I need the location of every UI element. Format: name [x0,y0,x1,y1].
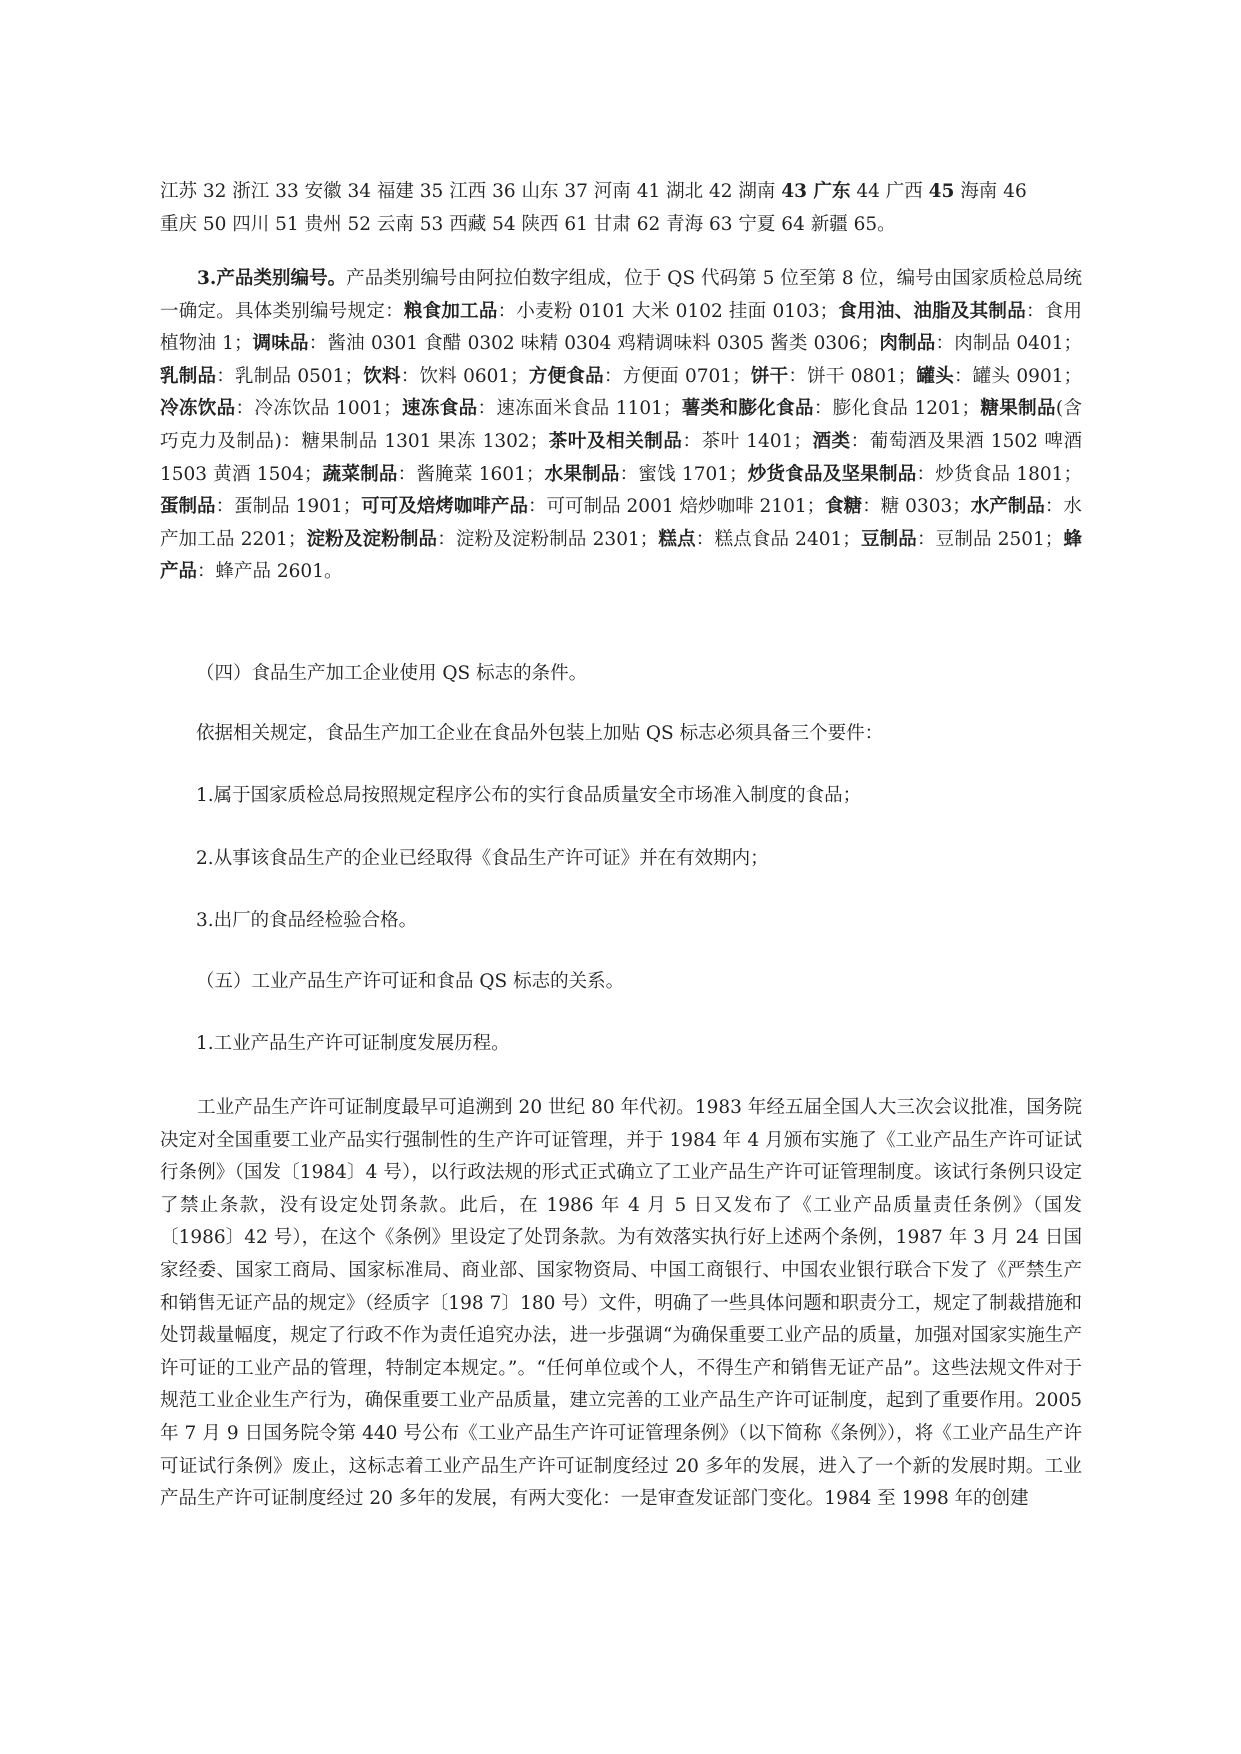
section-5-subheading-1: 1.工业产品生产许可证制度发展历程。 [196,1033,510,1054]
text-run: 粮食加工品 [403,300,498,322]
text-run: 水产制品 [970,496,1045,518]
text-run: 43 广东 [781,181,851,202]
text-run: ：肉制品 0401； [935,333,1082,355]
text-run: ：葡萄酒及果酒 1502 啤酒 1503 黄酒 1504； [160,430,1082,485]
text-run: 食糖 [825,496,863,518]
text-run: 淀粉及淀粉制品 [306,528,438,550]
text-run: ：酱油 0301 食醋 0302 味精 0304 鸡精调味料 0305 酱类 0306； [308,333,880,355]
text-run: (含巧克力及制品)：糖果制品 1301 果冻 1302； [160,398,1082,452]
text-run: ：饼干 0801； [788,365,917,387]
text-run: ：小麦粉 0101 大米 0102 挂面 0103； [497,300,839,322]
text-run: ：蜜饯 1701； [619,463,748,485]
text-run: ：糕点食品 2401； [695,528,861,550]
text-run: ：膨化食品 1201； [813,398,981,420]
section-4-intro: 依据相关规定，食品生产加工企业在食品外包装上加贴 QS 标志必须具备三个要件： [196,723,884,744]
text-run: 炒货食品及坚果制品 [747,463,917,485]
section-4-heading: （四）食品生产加工企业使用 QS 标志的条件。 [196,663,588,684]
text-run: 产品类别编号由阿拉伯数字组成，位于 QS 代码第 5 位至第 8 位，编号由国家质检总局统一确定。具体类别编号规定： [160,268,1082,322]
text-run: 水果制品 [544,463,620,485]
section-4-item-1: 1.属于国家质检总局按照规定程序公布的实行食品质量安全市场准入制度的食品； [196,785,862,806]
text-run: 茶叶及相关制品 [548,430,683,452]
provinces-line-1 [160,176,1090,209]
text-run: 方便食品 [528,365,604,387]
text-run: 速冻食品 [401,398,478,420]
text-run: 蛋制品 [160,496,216,518]
text-run: 饮料 [362,365,401,387]
text-run: 冷冻饮品 [160,398,236,420]
text-run: ：乳制品 0501； [216,365,363,387]
text-run: 罐头 [916,365,955,387]
text-run: ：蛋制品 1901； [215,496,362,518]
text-run: ：罐头 0901； [954,365,1082,387]
text-run: 江苏 32 浙江 33 安徽 34 福建 35 江西 36 山东 37 河南 41 湖北 42 湖南 [160,181,782,202]
text-run: 薯类和膨化食品 [681,398,814,420]
text-run: 蜂产品 [160,528,1082,583]
text-run: 可可及焙烤咖啡产品 [361,496,528,518]
text-run: ：冷冻饮品 1001； [235,398,402,420]
section-4-item-3: 3.出厂的食品经检验合格。 [196,910,418,931]
text-run: 饼干 [750,365,789,387]
text-run: ：水产加工品 2201； [160,496,1082,550]
text-run: ：茶叶 1401； [682,430,812,452]
text-run: 45 [928,181,955,202]
section-5-body-paragraph: 工业产品生产许可证制度最早可追溯到 20 世纪 80 年代初。1983 年经五届全国人大三次会议批准，国务院决定对全国重要工业产品实行强制性的生产许可证管理，并于 1984 年 4 月颁布实施了《工业产品生产许可证试行条例》（国发〔1984〕4 号），以行政法规的形式正式确立了工业产品生产许可证管理制度。该试行条例只设定了禁止条款，没有设定处罚条款。此后，在 1986 年 4 月 5 日又发布了《工业产品质量责任条例》（国发〔1986〕42 号），在这个《条例》里设定了处罚条款。为有效落实执行好上述两个条例，1987 年 3 月 24 日国家经委、国家工商局、国家标准局、商业部、国家物资局、中国工商银行、中国农业银行联合下发了《严禁生产和销售无证产品的规定》（经质字〔198 7〕180 号）文件，明确了一些具体问题和职责分工，规定了制裁措施和处罚裁量幅度，规定了行政不作为责任追究办法，进一步强调“为确保重要工业产品的质量，加强对国家实施生产许可证的工业产品的管理，特制定本规定。”。“任何单位或个人，不得生产和销售无证产品”。这些法规文件对于规范工业企业生产行为，确保重要工业产品质量，建立完善的工业产品生产许可证制度，起到了重要作用。2005 年 7 月 9 日国务院令第 440 号公布《工业产品生产许可证管理条例》（以下简称《条例》），将《工业产品生产许可证试行条例》废止，这标志着工业产品生产许可证制度经过 20 多年的发展，进入了一个新的发展时期。工业产品生产许可证制度经过 20 多年的发展，有两大变化：一是审查发证部门变化。1984 至 1998 年的创建 [160,1097,1082,1510]
text-run: 蔬菜制品 [322,463,398,485]
text-run: 44 广西 [850,181,929,202]
text-run: 豆制品 [860,528,917,550]
text-run: 肉制品 [879,333,936,355]
text-run: 糕点 [658,528,696,550]
text-run: ：豆制品 2501； [916,528,1064,550]
text-run: 调味品 [252,333,309,355]
text-run: ：方便面 0701； [603,365,751,387]
text-run: ：酱腌菜 1601； [397,463,545,485]
text-run: 糖果制品 [980,398,1056,420]
text-run: ：可可制品 2001 焙炒咖啡 2101； [527,496,826,518]
text-run: 酒类 [811,430,851,452]
text-run: 3.产品类别编号。 [197,268,347,289]
section-4-item-2: 2.从事该食品生产的企业已经取得《食品生产许可证》并在有效期内； [196,848,769,869]
category-code-paragraph [160,263,1082,589]
provinces-paragraph [160,176,1090,241]
text-run: ：食用植物油 1； [160,300,1082,355]
text-run: ：糖 0303； [862,496,971,518]
provinces-line-2: 重庆 50 四川 51 贵州 52 云南 53 西藏 54 陕西 61 甘肃 62 青海 63 宁夏 64 新疆 65。 [160,213,896,235]
text-run: 乳制品 [160,365,217,387]
text-run: ：饮料 0601； [400,365,529,387]
text-run: ：蜂产品 2601。 [197,561,343,583]
text-run: ：速冻面米食品 1101； [477,398,682,420]
text-run: ：淀粉及淀粉制品 2301； [437,528,659,550]
text-run: 海南 46 [954,181,1027,202]
section-5-heading: （五）工业产品生产许可证和食品 QS 标志的关系。 [196,971,625,992]
text-run: ：炒货食品 1801； [916,463,1082,485]
text-run: 食用油、油脂及其制品 [838,300,1026,322]
